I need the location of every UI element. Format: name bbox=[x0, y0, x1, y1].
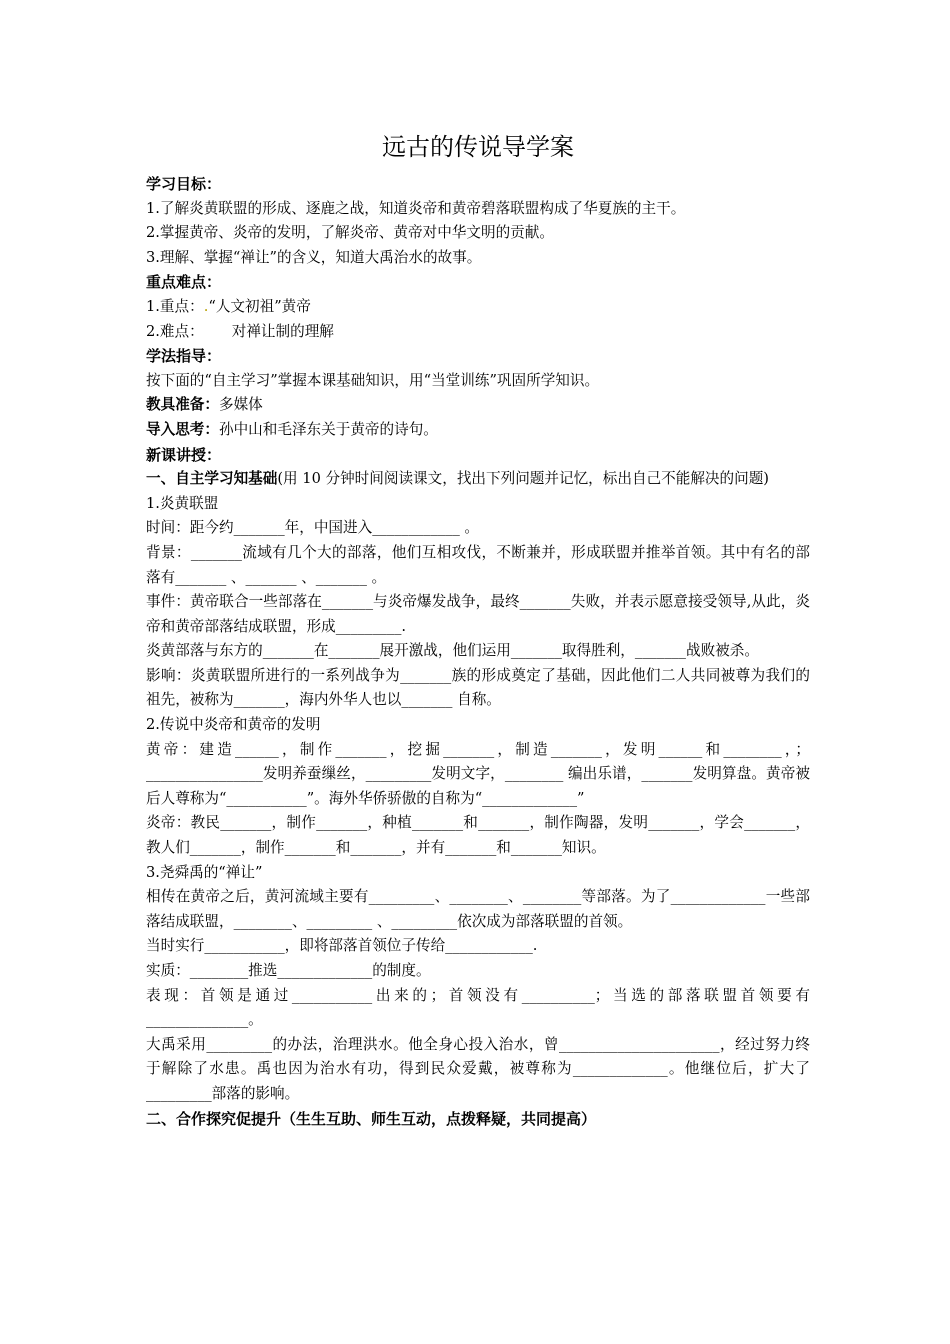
section1-line-2: 时间：距今约_______年，中国进入____________ 。 bbox=[146, 519, 479, 537]
intro-line bbox=[146, 418, 810, 443]
section1-line-6: 影响：炎黄联盟所进行的一系列战争为_______族的形成奠定了基础，因此他们二人共同被尊为我们的祖先，被称为_______，海内外华人也以_______ 自称。 bbox=[146, 666, 810, 709]
goal-item-2: 2.掌握黄帝、炎帝的发明，了解炎帝、黄帝对中华文明的贡献。 bbox=[146, 224, 554, 242]
section1-header bbox=[146, 467, 810, 492]
tools-line bbox=[146, 393, 810, 418]
section1-title: 一、自主学习知基础 bbox=[146, 470, 278, 488]
key-difficulty-prefix: 2.难点： bbox=[146, 322, 204, 340]
goal-item-1: 1.了解炎黄联盟的形成、逐鹿之战，知道炎帝和黄帝碧落联盟构成了华夏族的主干。 bbox=[146, 199, 686, 217]
section1-line-1: 1.炎黄联盟 bbox=[146, 494, 219, 512]
key-heading: 重点难点： bbox=[146, 273, 222, 292]
section1-line-11: 相传在黄帝之后，黄河流域主要有_________、________、________等部落。为了_____________一些部落结成联盟，________、_________ 、_________依次成为部落联盟的首领。 bbox=[146, 888, 810, 930]
section1-line-8: 黄帝：建造______，制作_______，挖掘_______，制造_______，发明______和________，；________________发明养蚕缫丝，_________发明文字，________ 编出乐谱，_______发明算盘。黄帝被后人尊称为“___________”。海外华侨骄傲的自称为“_____________” bbox=[146, 740, 810, 807]
key-focus bbox=[146, 295, 810, 320]
section1-line-4: 事件：黄帝联合一些部落在_______与炎帝爆发战争，最终_______失败，并表示愿意接受领导,从此，炎帝和黄帝部落结成联盟，形成_________. bbox=[146, 593, 810, 635]
document-page bbox=[146, 130, 810, 1131]
new-lesson-heading: 新课讲授： bbox=[146, 445, 222, 464]
key-focus-dot: . bbox=[203, 297, 209, 315]
key-difficulty-text: 对禅让制的理解 bbox=[231, 322, 334, 340]
key-focus-prefix: 1.重点： bbox=[146, 297, 204, 315]
section1-line-15: 大禹采用_________的办法，治理洪水。他全身心投入治水，曾______________________，经过努力终于解除了水患。禹也因为治水有功，得到民众爱戴，被尊称为_____________。他继位后，扩大了_________部落的影响。 bbox=[146, 1035, 810, 1102]
tools-text: 多媒体 bbox=[218, 396, 263, 414]
section1-line-13: 实质：________推选_____________的制度。 bbox=[146, 962, 431, 979]
tools-label: 教具准备： bbox=[146, 396, 219, 414]
goals-heading: 学习目标： bbox=[146, 175, 222, 193]
section1-note: (用 10 分钟时间阅读课文，找出下列问题并记忆，标出自己不能解决的问题) bbox=[277, 470, 770, 488]
method-text: 按下面的“自主学习”掌握本课基础知识，用“当堂训练”巩固所学知识。 bbox=[146, 371, 600, 389]
page-title: 远古的传说导学案 bbox=[382, 133, 574, 161]
section1-line-9: 炎帝：教民_______，制作_______，种植_______和_______，制作陶器，发明_______，学会_______，教人们_______，制作_______和_______，并有_______和_______知识。 bbox=[146, 814, 810, 857]
section1-line-10: 3.尧舜禹的“禅让” bbox=[146, 863, 263, 881]
section1-line-12: 当时实行___________，即将部落首领位子传给____________. bbox=[146, 937, 538, 955]
method-heading: 学法指导： bbox=[146, 347, 222, 366]
key-difficulty bbox=[146, 320, 810, 345]
section2-heading: 二、合作探究促提升（生生互助、师生互动，点拨释疑，共同提高） bbox=[146, 1109, 597, 1128]
section1-line-5: 炎黄部落与东方的_______在_______展开激战，他们运用_______取得胜利，_______战败被杀。 bbox=[146, 642, 759, 660]
goal-item-3: 3.理解、掌握“禅让”的含义，知道大禹治水的故事。 bbox=[146, 248, 482, 266]
key-focus-text: “人文初祖”黄帝 bbox=[208, 297, 311, 315]
section1-line-7: 2.传说中炎帝和黄帝的发明 bbox=[146, 716, 321, 734]
section1-line-14: 表现：首领是通过___________出来的；首领没有__________；当选的部落联盟首领要有______________。 bbox=[146, 986, 810, 1029]
intro-label: 导入思考： bbox=[146, 420, 219, 438]
section1-line-3: 背景：_______流域有几个大的部落，他们互相攻伐，不断兼并，形成联盟并推举首领。其中有名的部落有_______ 、_______ 、_______ 。 bbox=[146, 543, 810, 586]
intro-text: 孙中山和毛泽东关于黄帝的诗句。 bbox=[218, 420, 438, 438]
